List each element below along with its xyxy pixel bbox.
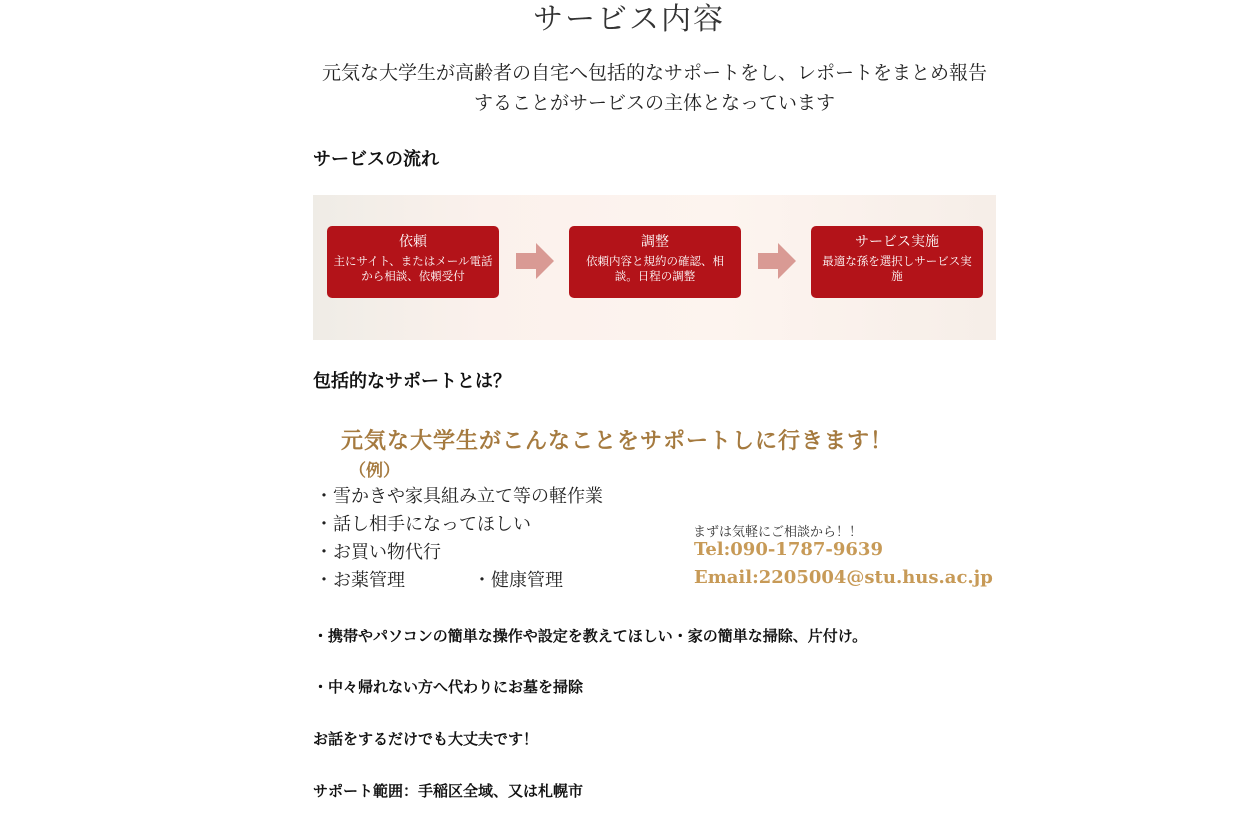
flow-step-desc: 依頼内容と規約の確認、相談。日程の調整 bbox=[586, 254, 724, 283]
flow-step-desc: 最適な孫を選択しサービス実施 bbox=[822, 254, 972, 283]
flow-step-title: 調整 bbox=[641, 234, 669, 250]
intro-text: 元気な大学生が高齢者の自宅へ包括的なサポートをし、レポートをまとめ報告することがサービスの主体となっています bbox=[321, 62, 987, 114]
flow-heading: サービスの流れ bbox=[313, 149, 439, 170]
flow-step-title: サービス実施 bbox=[855, 234, 939, 250]
example-headline: 元気な大学生がこんなことをサポートしに行きます！ bbox=[341, 428, 894, 454]
arrow-right-icon bbox=[516, 243, 554, 279]
support-heading: 包括的なサポートとは？ bbox=[313, 371, 511, 392]
support-area: サポート範囲：手稲区全域、又は札幌市 bbox=[313, 782, 584, 800]
example-item: ・話し相手になってほしい bbox=[315, 514, 531, 535]
support-line: ・中々帰れない方へ代わりにお墓を掃除 bbox=[313, 678, 584, 696]
flow-step-request bbox=[327, 226, 499, 298]
flow-step-coordinate bbox=[569, 226, 741, 298]
page-title: サービス内容 bbox=[533, 2, 725, 37]
flow-step-title: 依頼 bbox=[399, 234, 427, 250]
example-item: ・健康管理 bbox=[473, 570, 563, 591]
example-item: ・お薬管理 bbox=[315, 570, 405, 591]
support-line: お話をするだけでも大丈夫です！ bbox=[313, 730, 539, 748]
contact-email: Email:2205004@stu.hus.ac.jp bbox=[694, 567, 993, 588]
arrow-right-icon bbox=[758, 243, 796, 279]
example-item: ・雪かきや家具組み立て等の軽作業 bbox=[315, 486, 603, 507]
contact-tel: Tel:090-1787-9639 bbox=[694, 539, 883, 560]
flow-step-desc: 主にサイト、またはメール電話から相談、依頼受付 bbox=[333, 254, 493, 283]
flow-step-service bbox=[811, 226, 983, 298]
support-line: ・携帯やパソコンの簡単な操作や設定を教えてほしい・家の簡単な掃除、片付け。 bbox=[313, 627, 868, 645]
example-label: （例） bbox=[349, 461, 400, 481]
contact-lead: まずは気軽にご相談から！！ bbox=[693, 525, 863, 540]
support-example-image bbox=[313, 410, 996, 598]
service-flow-diagram bbox=[313, 195, 996, 340]
example-item: ・お買い物代行 bbox=[315, 542, 441, 563]
